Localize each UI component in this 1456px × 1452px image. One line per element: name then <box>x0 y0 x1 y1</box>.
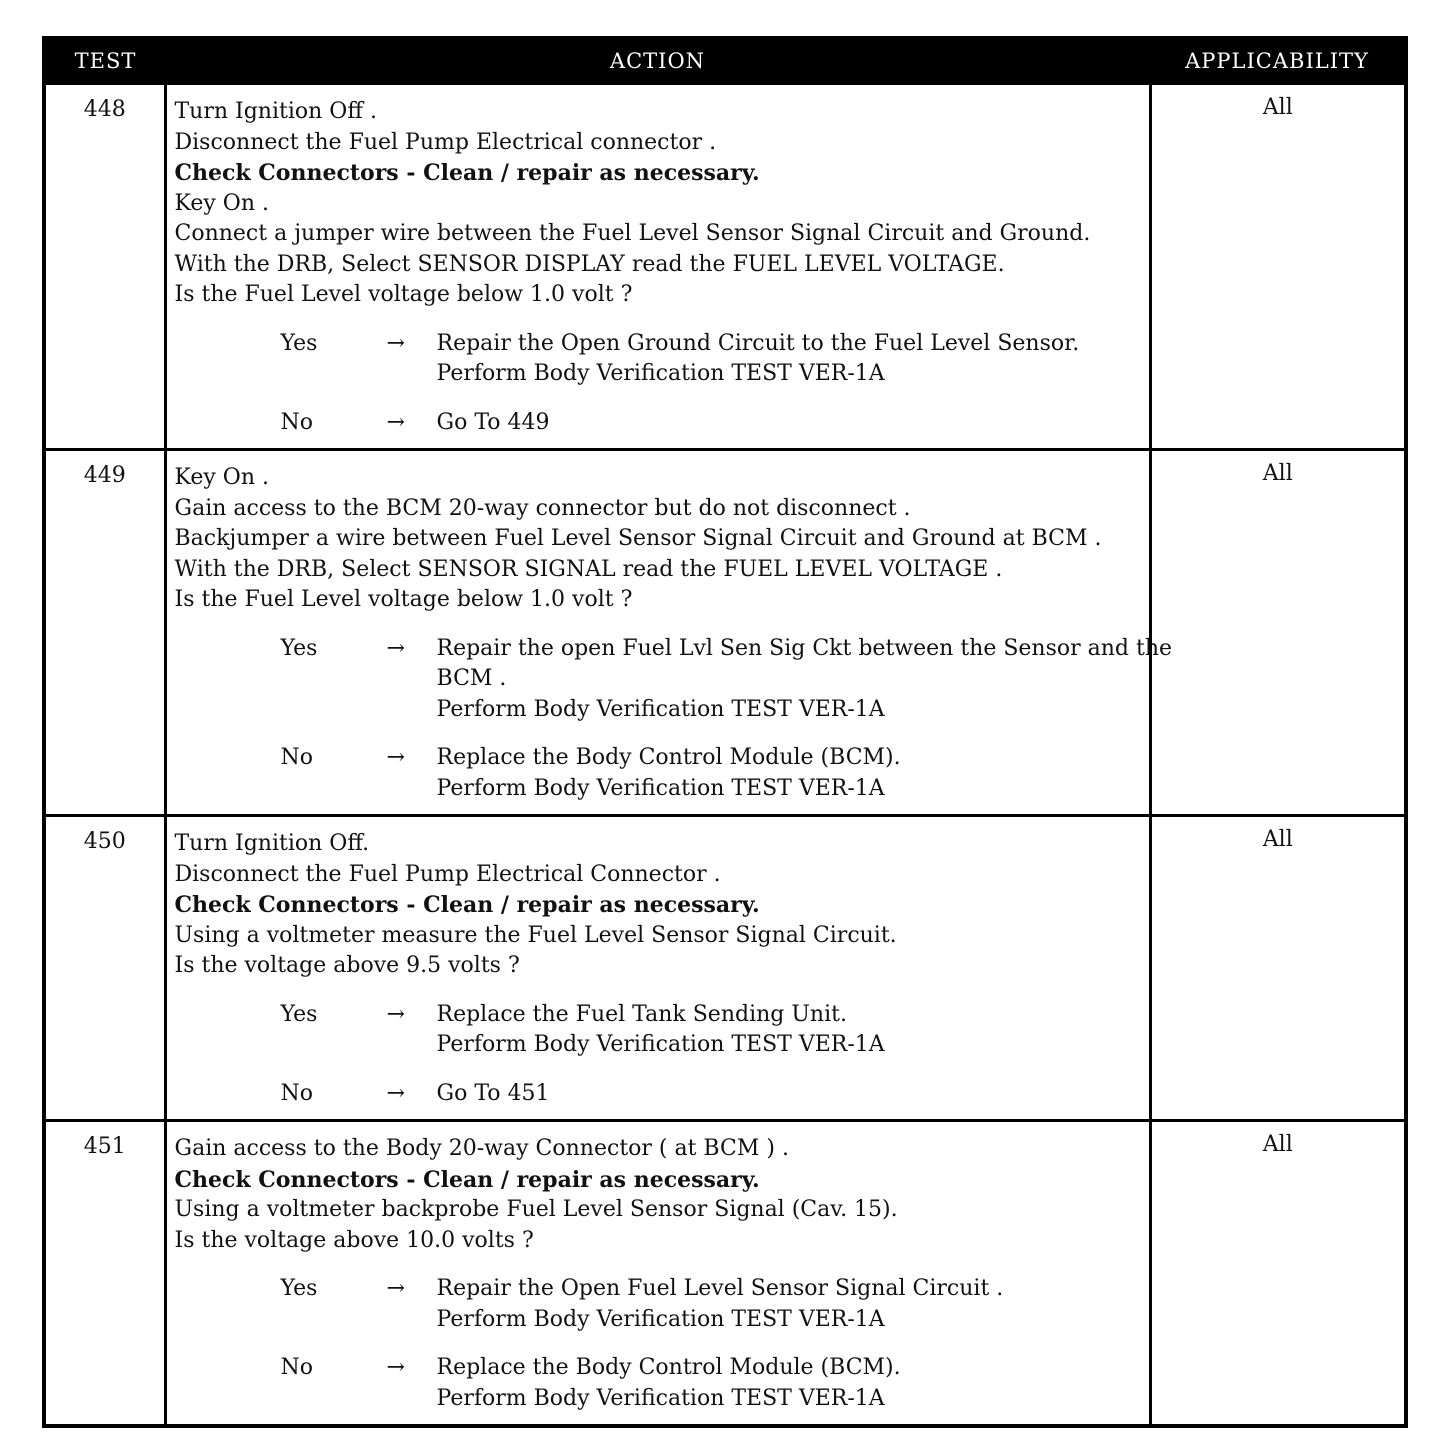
result-yes <box>175 634 1173 726</box>
test-number: 449 <box>44 450 165 816</box>
table-row <box>44 450 1406 816</box>
action-step: Key On . <box>174 190 269 216</box>
header-test: TEST <box>44 38 165 84</box>
result-text <box>437 1079 1143 1110</box>
arrow-right-icon: → <box>386 745 405 770</box>
action-cell <box>165 816 1150 1121</box>
applicability-value: All <box>1150 450 1406 816</box>
action-step: Gain access to the BCM 20-way connector but do not disconnect . <box>174 495 911 521</box>
result-line: Repair the Open Fuel Level Sensor Signal Circuit . <box>436 1276 1004 1301</box>
action-step: Turn Ignition Off . <box>174 99 377 124</box>
applicability-value: All <box>1150 84 1406 450</box>
result-no <box>175 743 1143 804</box>
diagnostic-test-table <box>42 36 1408 1428</box>
arrow-right-icon: → <box>386 1355 405 1380</box>
action-step: Backjumper a wire between Fuel Level Sensor Signal Circuit and Ground at BCM . <box>174 526 1102 551</box>
action-step: Turn Ignition Off. <box>174 831 370 856</box>
result-line: Go To 449 <box>436 409 550 435</box>
result-no <box>175 1353 1143 1414</box>
action-step: Using a voltmeter backprobe Fuel Level Sensor Signal (Cav. 15). <box>174 1197 898 1222</box>
table-row <box>44 816 1406 1121</box>
action-step-emphasis: Check Connectors - Clean / repair as necessary. <box>174 1166 760 1193</box>
header-action: ACTION <box>165 38 1150 84</box>
result-text <box>437 408 1143 439</box>
action-step: Gain access to the Body 20-way Connector ( at BCM ) . <box>174 1136 789 1161</box>
arrow-right-icon: → <box>386 409 405 435</box>
result-yes <box>175 1000 1143 1061</box>
result-label: No <box>280 1355 313 1380</box>
result-line: Repair the open Fuel Lvl Sen Sig Ckt between the Sensor and the <box>436 635 1173 661</box>
result-line: Perform Body Verification TEST VER-1A <box>436 1385 885 1411</box>
action-step: Is the Fuel Level voltage below 1.0 volt ? <box>174 282 633 307</box>
result-yes <box>175 1274 1143 1335</box>
applicability-value: All <box>1150 816 1406 1121</box>
action-step: Is the voltage above 10.0 volts ? <box>174 1227 534 1253</box>
result-line: Replace the Body Control Module (BCM). <box>436 1355 901 1380</box>
result-line: Perform Body Verification TEST VER-1A <box>436 696 885 722</box>
arrow-right-icon: → <box>386 1001 405 1027</box>
result-label: Yes <box>280 330 318 356</box>
result-line: Replace the Body Control Module (BCM). <box>436 745 901 770</box>
result-line: Perform Body Verification TEST VER-1A <box>436 775 885 801</box>
action-step: Is the Fuel Level voltage below 1.0 volt ? <box>174 587 633 612</box>
action-cell <box>165 450 1173 816</box>
arrow-right-icon: → <box>386 1276 405 1301</box>
result-line: Perform Body Verification TEST VER-1A <box>436 361 885 386</box>
arrow-right-icon: → <box>386 635 405 661</box>
applicability-value: All <box>1150 1121 1406 1427</box>
result-line: Perform Body Verification TEST VER-1A <box>436 1032 885 1057</box>
action-step: Is the voltage above 9.5 volts ? <box>174 953 520 978</box>
result-line: Perform Body Verification TEST VER-1A <box>436 1306 885 1332</box>
result-label: No <box>280 1080 313 1106</box>
result-label: Yes <box>280 635 318 661</box>
action-step: Disconnect the Fuel Pump Electrical Connector . <box>174 861 721 887</box>
result-label: Yes <box>280 1276 318 1301</box>
result-text <box>437 329 1143 390</box>
action-step: Disconnect the Fuel Pump Electrical connector . <box>174 129 717 155</box>
result-label: No <box>280 745 313 770</box>
result-text <box>437 1000 1143 1061</box>
table-body <box>44 84 1406 1427</box>
result-label: No <box>280 409 313 435</box>
table-row <box>44 84 1406 450</box>
result-text <box>437 1353 1143 1414</box>
header-row <box>44 38 1406 84</box>
result-text <box>437 634 1173 726</box>
action-step: Using a voltmeter measure the Fuel Level Sensor Signal Circuit. <box>174 922 897 948</box>
action-step-emphasis: Check Connectors - Clean / repair as necessary. <box>174 892 760 918</box>
result-text <box>437 743 1143 804</box>
header-applicability: APPLICABILITY <box>1150 38 1406 84</box>
result-line: Repair the Open Ground Circuit to the Fuel Level Sensor. <box>436 330 1080 356</box>
result-no <box>175 408 1143 439</box>
test-number: 450 <box>44 816 165 1121</box>
action-step-emphasis: Check Connectors - Clean / repair as necessary. <box>174 160 760 186</box>
action-step: With the DRB, Select SENSOR SIGNAL read the FUEL LEVEL VOLTAGE . <box>174 556 1003 582</box>
action-step: Connect a jumper wire between the Fuel Level Sensor Signal Circuit and Ground. <box>174 221 1091 246</box>
result-no <box>175 1079 1143 1110</box>
action-step: Key On . <box>174 465 269 490</box>
result-yes <box>175 329 1143 390</box>
test-number: 448 <box>44 84 165 450</box>
result-line: BCM . <box>436 666 507 691</box>
arrow-right-icon: → <box>386 1080 405 1106</box>
action-cell <box>165 1121 1150 1427</box>
arrow-right-icon: → <box>386 330 405 356</box>
table-row <box>44 1121 1406 1427</box>
result-line: Replace the Fuel Tank Sending Unit. <box>436 1001 847 1027</box>
result-text <box>437 1274 1143 1335</box>
test-number: 451 <box>44 1121 165 1427</box>
action-step: With the DRB, Select SENSOR DISPLAY read the FUEL LEVEL VOLTAGE. <box>174 251 1005 277</box>
result-label: Yes <box>280 1001 318 1027</box>
result-line: Go To 451 <box>436 1080 550 1106</box>
action-cell <box>165 84 1150 450</box>
